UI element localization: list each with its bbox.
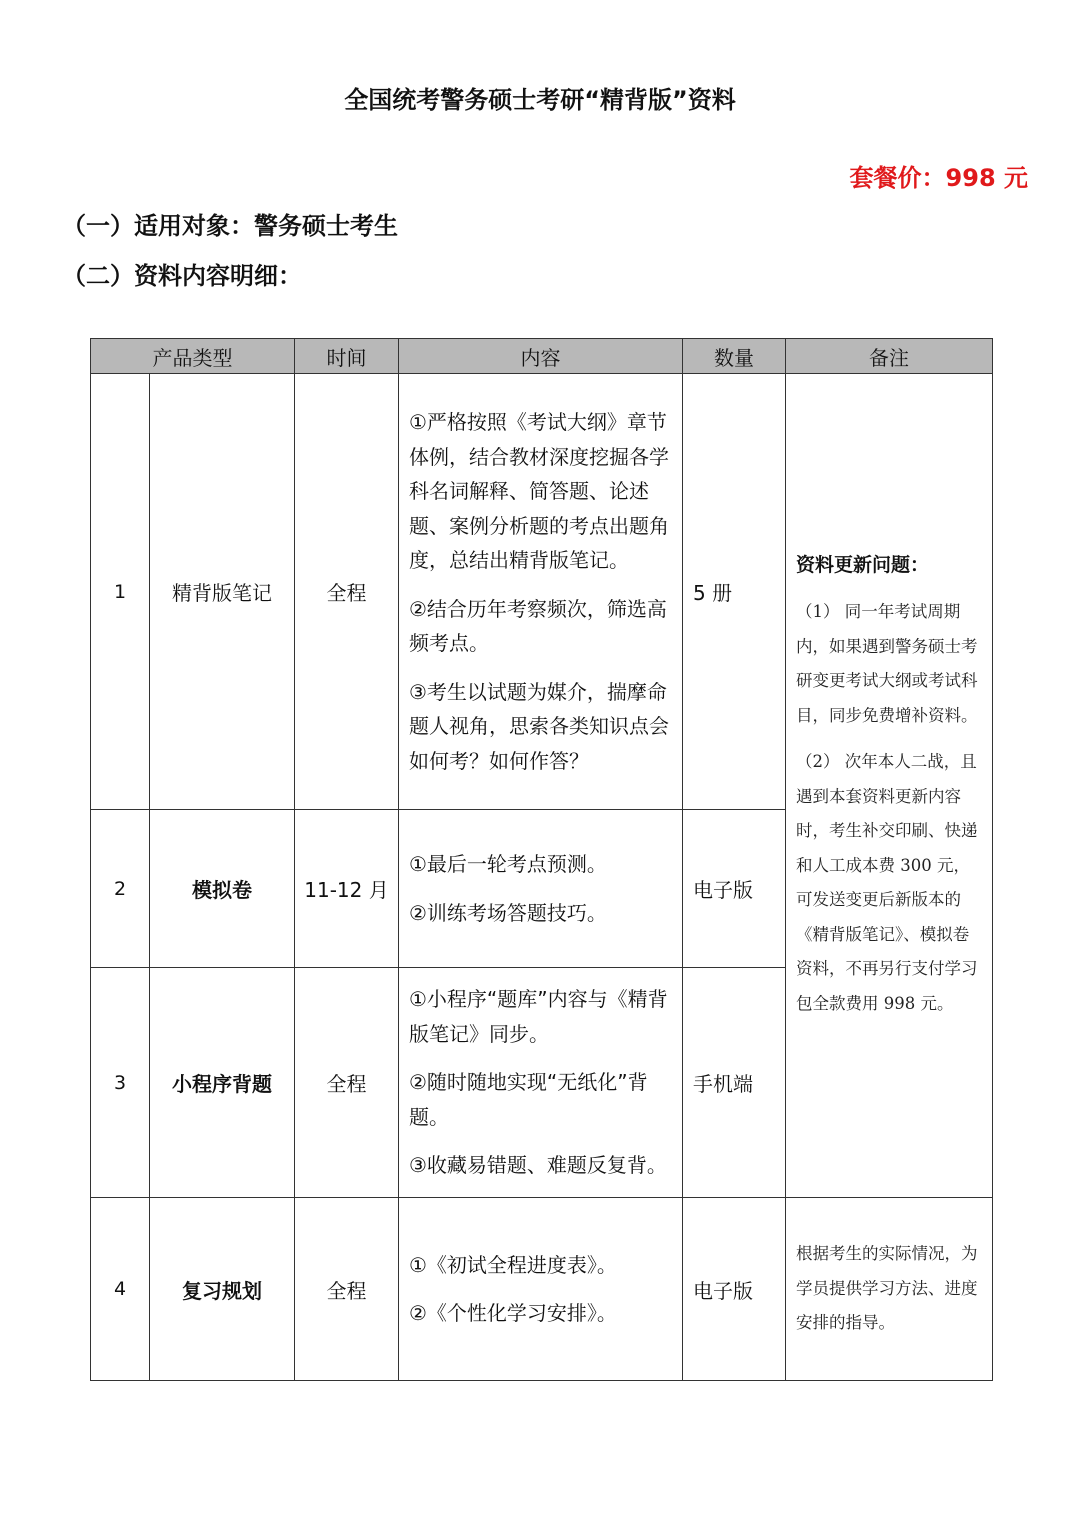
product-type: 精背版笔记 bbox=[150, 374, 295, 810]
section-target-audience: （一）适用对象：警务硕士考生 bbox=[62, 212, 398, 240]
header-quantity: 数量 bbox=[683, 339, 786, 374]
page-title: 全国统考警务硕士考研“精背版”资料 bbox=[344, 86, 736, 114]
remark-paragraph: （1） 同一年考试周期内，如果遇到警务硕士考研变更考试大纲或考试科目，同步免费增补资料。 bbox=[796, 602, 978, 725]
content-item: ①《初试全程进度表》。 bbox=[409, 1252, 617, 1277]
remark-heading: 资料更新问题： bbox=[796, 554, 930, 576]
content-item: ②训练考场答题技巧。 bbox=[409, 900, 607, 925]
table-row bbox=[91, 374, 993, 810]
package-price: 套餐价：998 元 bbox=[849, 164, 1028, 192]
product-time: 全程 bbox=[295, 374, 399, 810]
content-item: ①小程序“题库”内容与《精背版笔记》同步。 bbox=[409, 987, 668, 1046]
product-content bbox=[399, 374, 683, 810]
content-item: ①严格按照《考试大纲》章节体例，结合教材深度挖掘各学科名词解释、简答题、论述题、案例分析题的考点出题角度，总结出精背版笔记。 bbox=[409, 410, 669, 572]
product-time: 11-12 月 bbox=[295, 810, 399, 968]
remark-paragraph: （2） 次年本人二战，且遇到本套资料更新内容时，考生补交印刷、快递和人工成本费 300 元，可发送变更后新版本的《精背版笔记》、模拟卷资料，不再另行支付学习包全款费用 998 元。 bbox=[796, 752, 978, 1013]
product-type: 模拟卷 bbox=[150, 810, 295, 968]
product-content bbox=[399, 810, 683, 968]
content-item: ②随时随地实现“无纸化”背题。 bbox=[409, 1070, 648, 1129]
row-number: 1 bbox=[91, 374, 150, 810]
product-quantity: 电子版 bbox=[683, 810, 786, 968]
remark-paragraph: 根据考生的实际情况，为学员提供学习方法、进度安排的指导。 bbox=[796, 1244, 978, 1333]
product-content bbox=[399, 1198, 683, 1381]
header-product-type: 产品类型 bbox=[91, 339, 295, 374]
content-item: ③收藏易错题、难题反复背。 bbox=[409, 1153, 667, 1178]
product-quantity: 手机端 bbox=[683, 968, 786, 1198]
product-content bbox=[399, 968, 683, 1198]
product-type: 小程序背题 bbox=[150, 968, 295, 1198]
content-item: ①最后一轮考点预测。 bbox=[409, 852, 607, 876]
header-remark: 备注 bbox=[786, 339, 993, 374]
product-quantity: 5 册 bbox=[683, 374, 786, 810]
product-time: 全程 bbox=[295, 968, 399, 1198]
section-content-details: （二）资料内容明细： bbox=[62, 262, 302, 290]
row-number: 2 bbox=[91, 810, 150, 968]
table-row bbox=[91, 1198, 993, 1381]
row-number: 3 bbox=[91, 968, 150, 1198]
remark-study-plan bbox=[786, 1198, 993, 1381]
row-number: 4 bbox=[91, 1198, 150, 1381]
header-content: 内容 bbox=[399, 339, 683, 374]
content-item: ②《个性化学习安排》。 bbox=[409, 1301, 617, 1325]
content-item: ③考生以试题为媒介，揣摩命题人视角，思索各类知识点会如何考？如何作答？ bbox=[409, 679, 669, 773]
product-time: 全程 bbox=[295, 1198, 399, 1381]
product-type: 复习规划 bbox=[150, 1198, 295, 1381]
header-time: 时间 bbox=[295, 339, 399, 374]
materials-table bbox=[90, 338, 993, 1381]
content-item: ②结合历年考察频次，筛选高频考点。 bbox=[409, 596, 667, 655]
product-quantity: 电子版 bbox=[683, 1198, 786, 1381]
remark-update-policy bbox=[786, 374, 993, 1198]
table-header-row bbox=[91, 339, 993, 374]
